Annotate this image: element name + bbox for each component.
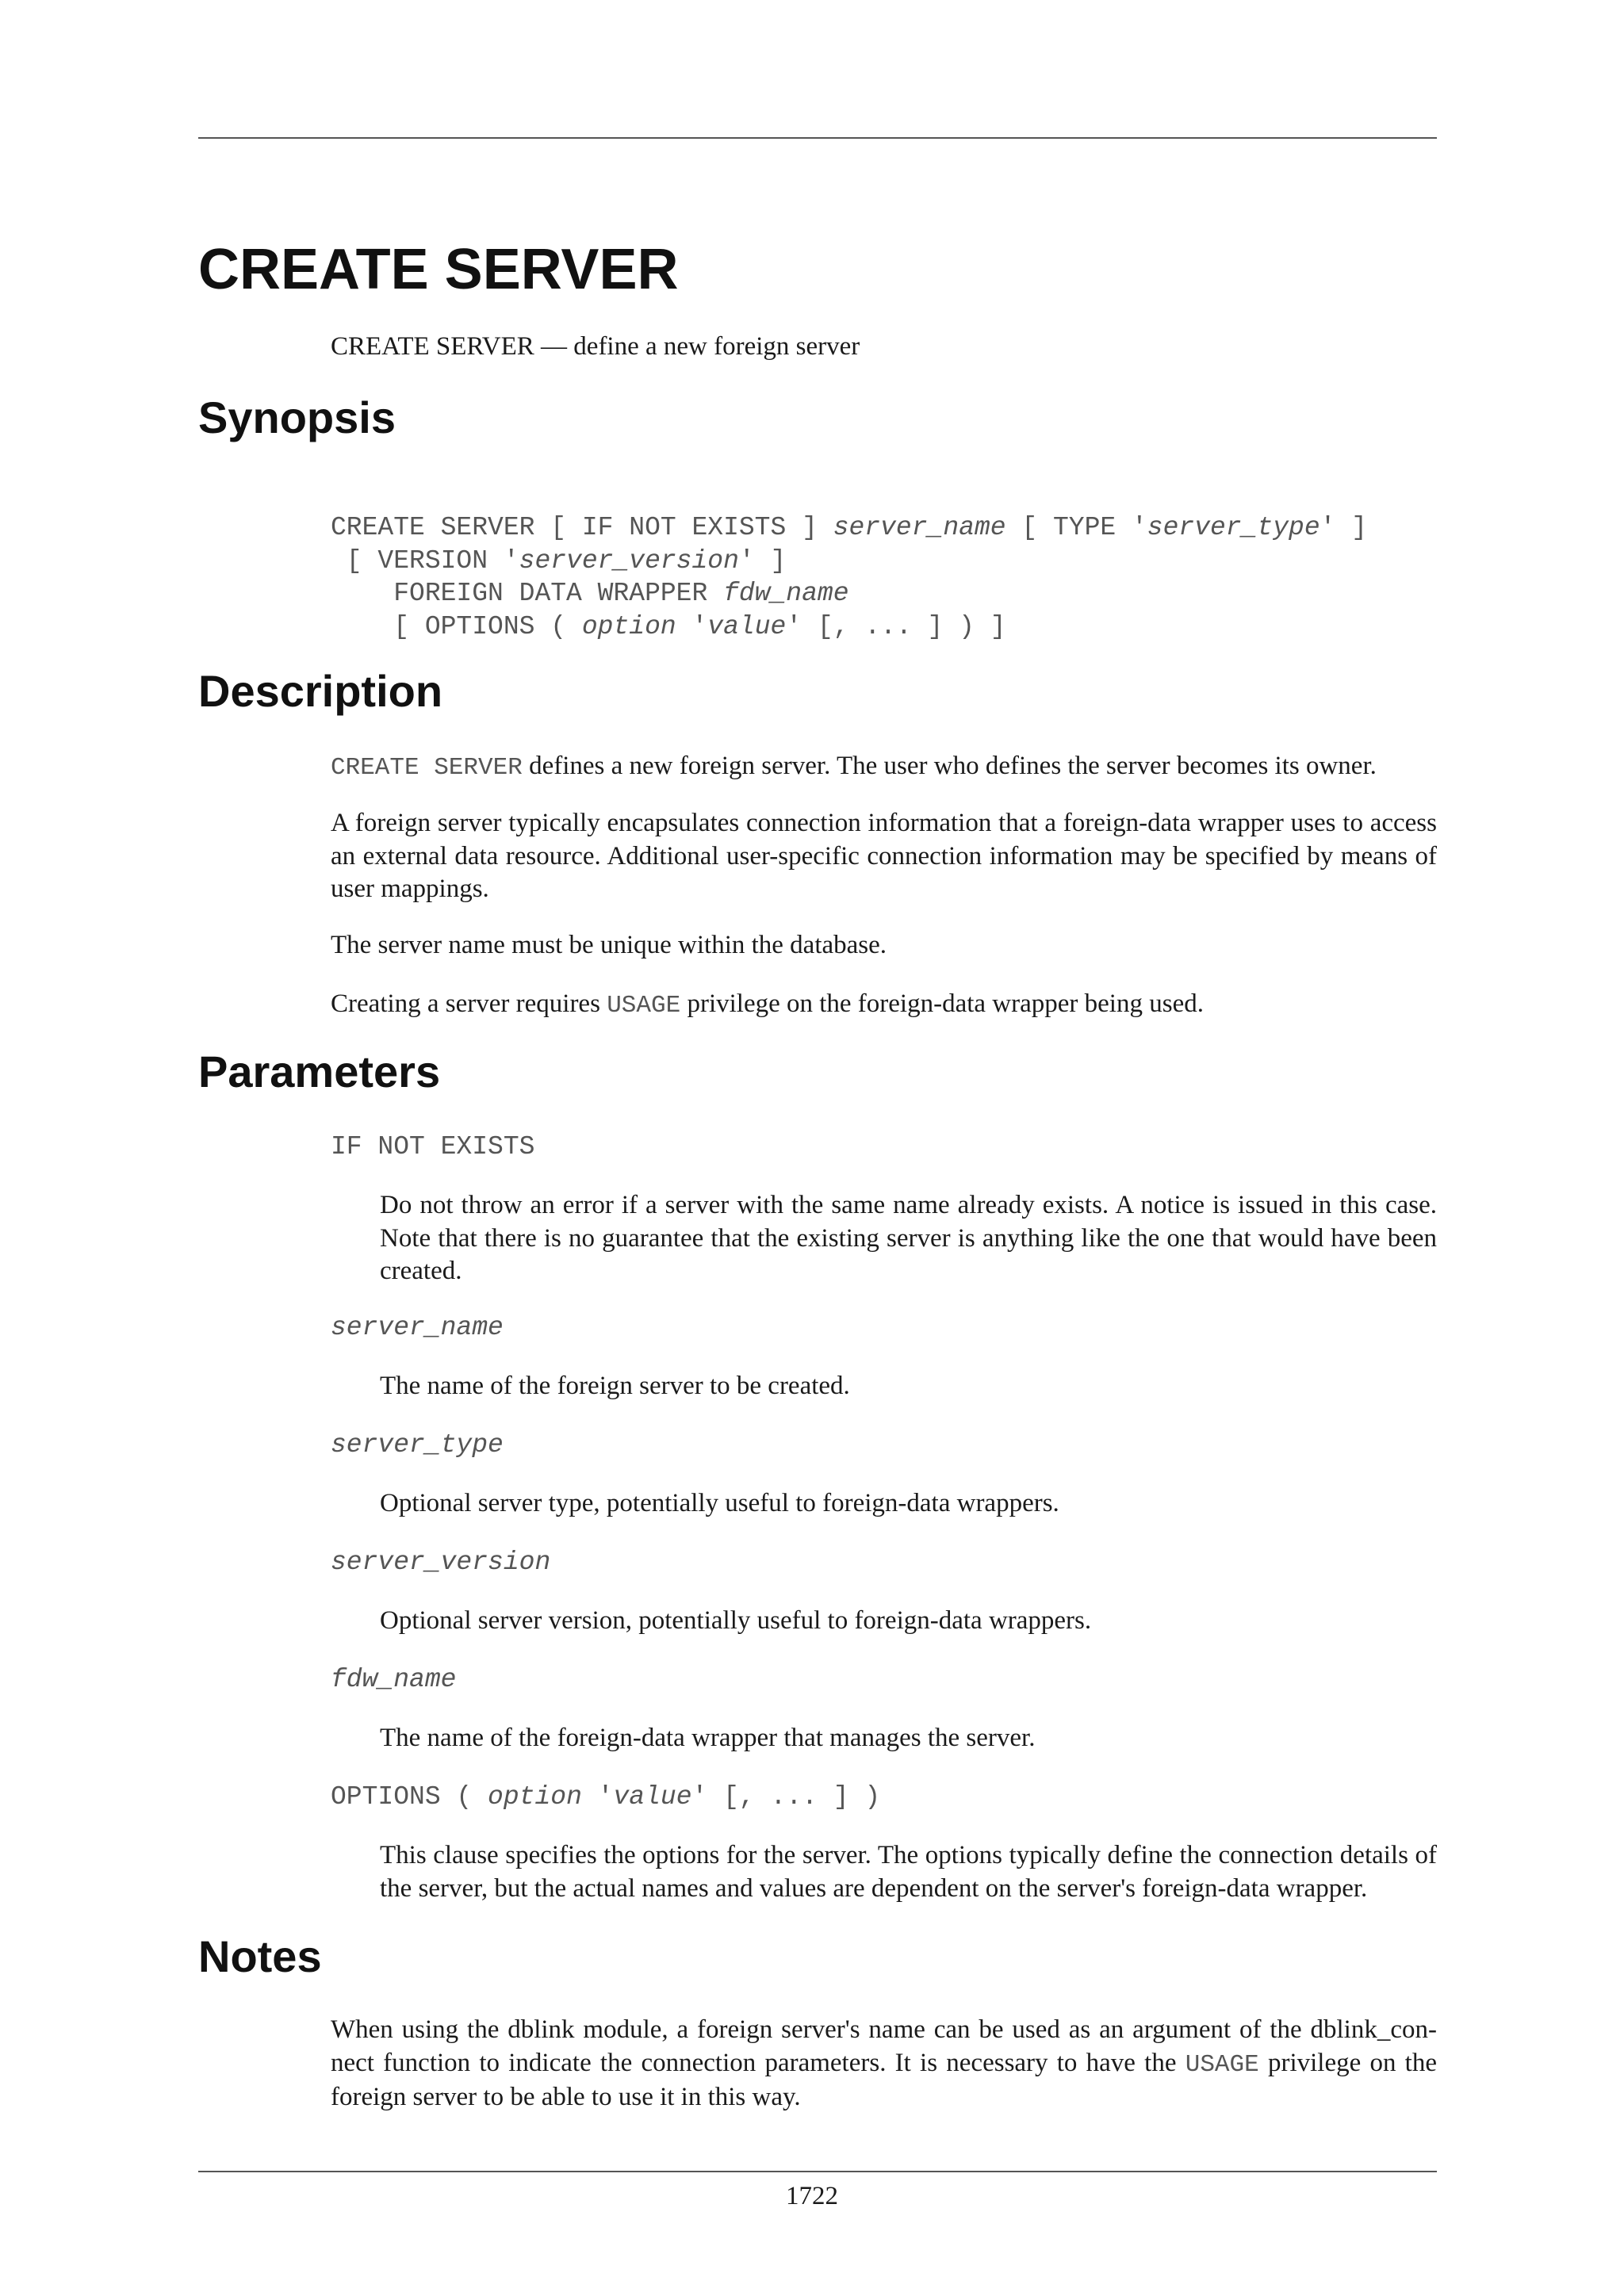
description-paragraph: The server name must be unique within the database. [331,931,887,959]
param-term-server-type: server_type [331,1430,504,1460]
description-paragraph: Creating a server requires USAGE privilege on the foreign-data wrapper being used. [331,989,1204,1020]
header-rule [198,137,1437,139]
param-desc-server-version: Optional server version, potentially useful to foreign-data wrappers. [380,1606,1092,1635]
notes-paragraph: When using the dblink module, a foreign server's name can be used as an argument of the dblink_con-nect function to indicate the connection parameters. It is necessary to have the USAGE privilege on the foreign server to be able to use it in this way. [331,2015,1437,2111]
param-desc-fdw-name: The name of the foreign-data wrapper that manages the server. [380,1724,1036,1752]
param-term-fdw-name: fdw_name [331,1665,457,1694]
description-paragraph: A foreign server typically encapsulates connection information that a foreign-data wrapper uses to access an external data resource. Additional user-specific connection information may be specified by means of user mappings. [331,809,1437,903]
section-heading-synopsis: Synopsis [198,392,396,442]
synopsis-code: CREATE SERVER [ IF NOT EXISTS ] server_name [ TYPE 'server_type' ] [ VERSION 'server_version' ] FOREIGN DATA WRAPPER fdw_name [ OPTIONS ( option 'value' [, ... ] ) ] [331,513,1368,641]
description-paragraph: CREATE SERVER defines a new foreign server. The user who defines the server becomes its owner. [331,752,1377,782]
param-desc-options: This clause specifies the options for the server. The options typically define the connection details of the server, but the actual names and values are dependent on the server's foreign-data wrapper. [380,1841,1437,1903]
section-heading-parameters: Parameters [198,1047,441,1096]
param-desc-if-not-exists: Do not throw an error if a server with the same name already exists. A notice is issued in this case. Note that there is no guarantee that the existing server is anything like the one that would have been created. [380,1191,1437,1285]
page-number: 1722 [786,2182,838,2210]
section-heading-description: Description [198,666,443,716]
param-term-server-name: server_name [331,1313,504,1342]
param-desc-server-type: Optional server type, potentially useful to foreign-data wrappers. [380,1489,1059,1517]
section-heading-notes: Notes [198,1931,322,1981]
param-term-if-not-exists: IF NOT EXISTS [331,1132,535,1161]
refpurpose: CREATE SERVER — define a new foreign server [331,332,860,361]
param-term-server-version: server_version [331,1548,551,1577]
page-title: CREATE SERVER [198,238,679,301]
param-term-options: OPTIONS ( option 'value' [, ... ] ) [331,1782,881,1812]
footer-rule [198,2171,1437,2172]
param-desc-server-name: The name of the foreign server to be created. [380,1372,850,1400]
